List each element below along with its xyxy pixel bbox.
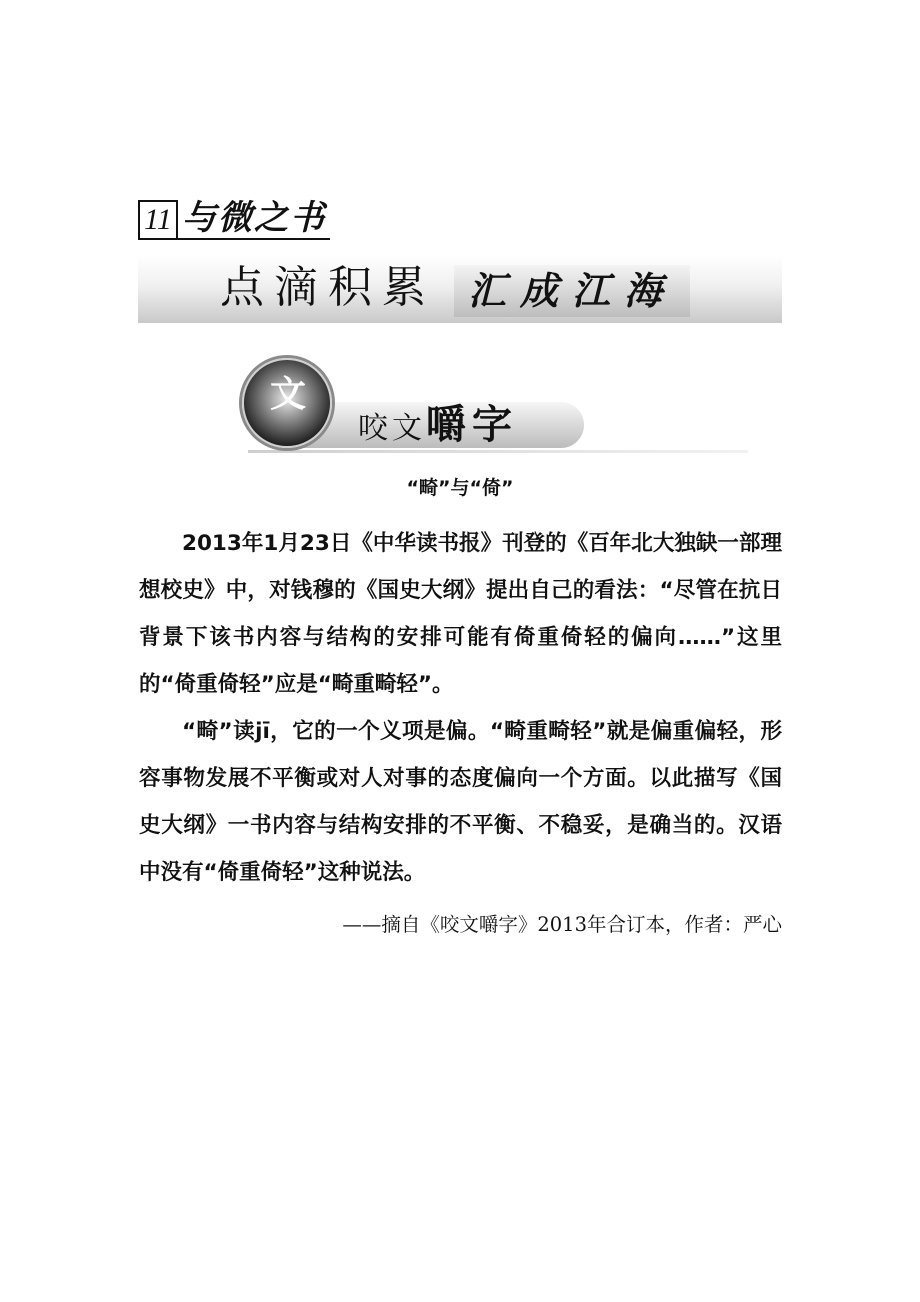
badge-emblem-icon <box>242 358 332 448</box>
badge-title <box>358 402 518 452</box>
badge-title-part2: 嚼字 <box>426 401 518 448</box>
badge-emblem-glyph: 文 <box>270 373 307 415</box>
article-paragraph: “畸”读jī，它的一个义项是偏。“畸重畸轻”就是偏重偏轻，形容事物发展不平衡或对人对事的态度偏向一个方面。以此描写《国史大纲》一书内容与结构安排的不平衡、不稳妥，是确当的。汉语中没有“倚重倚轻”这种说法。 <box>139 719 782 885</box>
section-banner <box>138 255 782 323</box>
lesson-number: 11 <box>138 200 178 240</box>
lesson-header <box>138 196 330 240</box>
article-paragraph: 2013年1月23日《中华读书报》刊登的《百年北大独缺一部理想校史》中，对钱穆的《国史大纲》提出自己的看法：“尽管在抗日背景下该书内容与结构的安排可能有倚重倚轻的偏向……”这里的“倚重倚轻”应是“畸重畸轻”。 <box>139 531 782 697</box>
section-badge <box>238 358 590 454</box>
banner-sub-text: 汇成江海 <box>454 265 690 317</box>
article-source: ——摘自《咬文嚼字》2013年合订本，作者：严心 <box>342 913 782 936</box>
lesson-title: 与微之书 <box>178 198 330 240</box>
article-title: “畸”与“倚” <box>406 477 514 499</box>
badge-title-part1: 咬文 <box>358 411 426 446</box>
article-body <box>139 520 782 896</box>
banner-main-text: 点滴积累 <box>220 262 436 313</box>
